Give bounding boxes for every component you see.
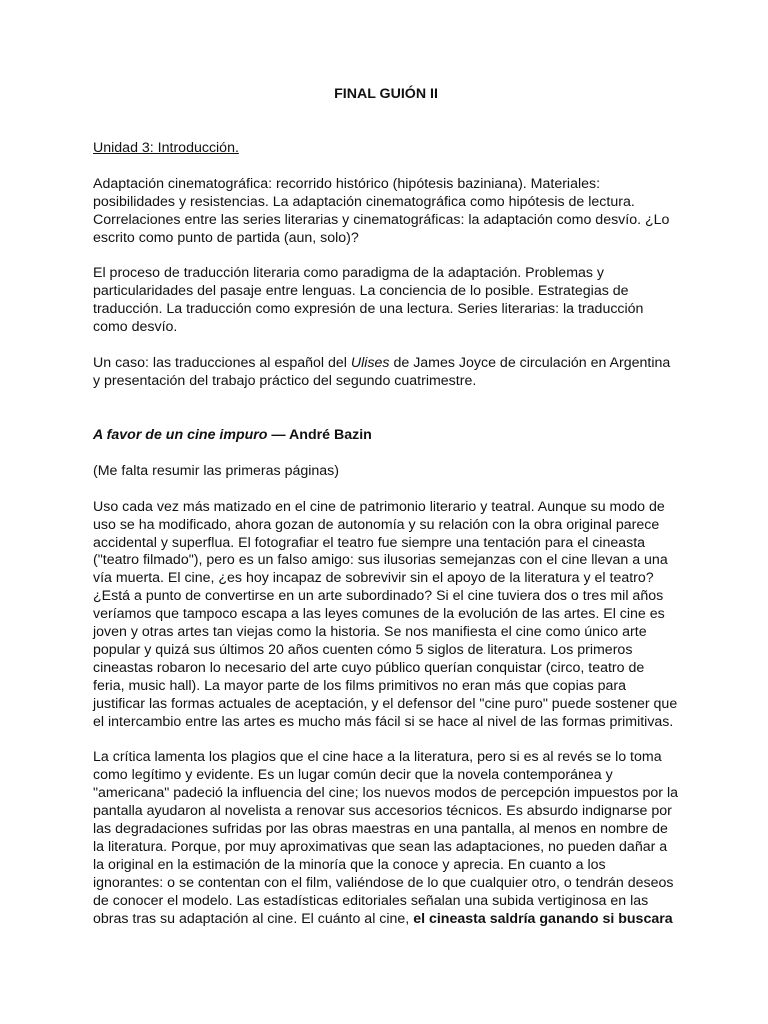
section-heading-bazin	[93, 427, 679, 445]
unit-heading: Unidad 3: Introducción.	[93, 139, 239, 156]
paragraph-traduccion: El proceso de traducción literaria como paradigma de la adaptación. Problemas y particularidades del pasaje entre lenguas. La conciencia de lo posible. Estrategias de traducción. La traducción como expresión de una lectura. Series literarias: la traducción como desvío.	[93, 265, 644, 336]
paragraph-caso-ulises	[93, 355, 679, 391]
section-heading-author: — André Bazin	[267, 426, 372, 443]
document-title: FINAL GUIÓN II	[334, 86, 438, 102]
paragraph-note: (Me falta resumir las primeras páginas)	[93, 462, 339, 479]
ulises-title: Ulises	[350, 355, 390, 372]
paragraph-adaptacion: Adaptación cinematográfica: recorrido histórico (hipótesis baziniana). Materiales: posibilidades y resistencias. La adaptación cinematográfica como hipótesis de lectura. Correlaciones entre las series literarias y cinematográficas: la adaptación como desvío. ¿Lo escrito como punto de partida (aun, solo)?	[93, 175, 670, 246]
ulises-text-pre: Un caso: las traducciones al español del	[93, 355, 351, 372]
critica-text: La crítica lamenta los plagios que el cine hace a la literatura, pero si es al revés se lo toma como legítimo y evidente. Es un lugar común decir que la novela contemporánea y "americana" padeció la influencia del cine; los nuevos modos de percepción impuestos por la pantalla ayudaron al novelista a renovar sus accesorios técnicos. Es absurdo indignarse por las degradaciones sufridas por las obras maestras en una pantalla, al menos en nombre de la literatura. Porque, por muy aproximativas que sean las adaptaciones, no pueden dañar a la original en la estimación de la minoría que la conoce y aprecia. En cuanto a los ignorantes: o se contentan con el film, valiéndose de lo que cualquier otro, o tendrán deseos de conocer el modelo. Las estadísticas editoriales señalan una subida vertiginosa en las obras tras su adaptación al cine. El cuánto al cine,	[93, 749, 679, 927]
paragraph-critica	[93, 749, 679, 928]
critica-bold-text: el cineasta saldría ganando si buscara	[413, 910, 673, 927]
document-page	[93, 86, 679, 947]
ulises-text-post: de James Joyce de circulación en Argentina y presentación del trabajo práctico del segundo cuatrimestre.	[93, 355, 671, 389]
section-heading-title: A favor de un cine impuro	[93, 426, 268, 443]
paragraph-uso-patrimonio: Uso cada vez más matizado en el cine de patrimonio literario y teatral. Aunque su modo de uso se ha modificado, ahora gozan de autonomía y su relación con la obra original parece accidental y superflua. El fotografiar el teatro fue siempre una tentación para el cineasta ("teatro filmado"), pero es un falso amigo: sus ilusorias semejanzas con el cine llevan a una vía muerta. El cine, ¿es hoy incapaz de sobrevivir sin el apoyo de la literatura y el teatro? ¿Está a punto de convertirse en un arte subordinado? Si el cine tuviera dos o tres mil años veríamos que tampoco escapa a las leyes comunes de la evolución de las artes. El cine es joven y otras artes tan viejas como la historia. Se nos manifiesta el cine como único arte popular y quizá sus últimos 20 años cuenten cómo 5 siglos de literatura. Los primeros cineastas robaron lo necesario del arte cuyo público querían conquistar (circo, teatro de feria, music hall). La mayor parte de los films primitivos no eran más que copias para justificar las formas actuales de aceptación, y el defensor del "cine puro" puede sostener que el intercambio entre las artes es mucho más fácil si se hace al nivel de las formas primitivas.	[93, 498, 678, 730]
